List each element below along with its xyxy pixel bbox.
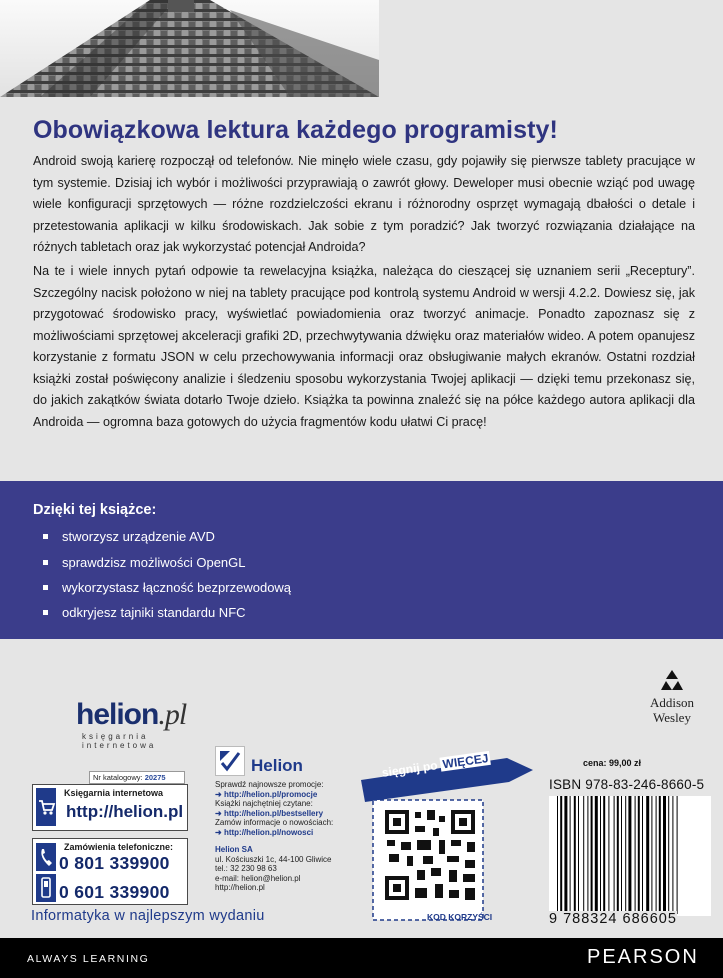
pearson-logo: PEARSON [587,946,699,968]
addison-wesley-line-1: Addison [649,695,695,710]
address-phone: tel.: 32 230 98 63 [215,864,277,873]
description-paragraph-2: Na te i wiele innych pytań odpowie ta rewelacyjna książka, należąca do cieszącej się uznaniem serii „Receptury”. Szczególny nacisk położono w niej na tablety pracujące pod kontrolą systemu Android w wersji 4.2.2. Dowiesz się, jak przygotować środowisko pracy, wyświetlać powiadomienia oraz tworzyć animacje. Ponadto zapoznasz się z możliwościami sprzętowej akceleracji grafiki 2D, przechwytywania dźwięku oraz materiałów wideo. A potem opanujesz korzystanie z formatu JSON w celu przechowywania informacji oraz obsługiwanie małych ekranów. Ostatni rozdział książki został poświęcony analizie i śledzeniu sposobu wykorzystania Twojej aplikacji — dzięki temu przekonasz się, do jakich zakątków świata dotarło Twoje dzieło. Książka ta powinna znaleźć się na półce każdego autora aplikacji dla Androida — ogromna baza gotowych do użycia fragmentów kodu ułatwi Ci pracę! [33,264,695,429]
catalog-number [89,771,185,784]
headline: Obowiązkowa lektura każdego programisty! [33,116,558,144]
phone-number-2[interactable]: 0 601 339900 [59,882,170,902]
banner-highlight: WIĘCEJ [441,751,490,772]
helion-name: Helion [251,756,303,775]
bullet-icon [43,560,48,565]
bullet-icon [43,534,48,539]
phone-icon [36,843,56,871]
isbn: ISBN 978-83-246-8660-5 [549,777,705,792]
helion-tagline-2: internetowa [82,741,157,750]
footer-bar [0,938,723,978]
publisher-address [215,845,355,893]
price: cena: 99,00 zł [583,758,642,768]
slogan: Informatyka w najlepszym wydaniu [31,908,265,924]
benefit-item [43,529,215,544]
barcode [549,796,711,916]
qr-code-block [359,752,535,934]
addison-wesley-logo [637,670,707,725]
address-street: ul. Kościuszki 1c, 44-100 Gliwice [215,854,332,864]
address-website[interactable]: http://helion.pl [215,883,265,892]
bullet-icon [43,610,48,615]
mobile-phone-icon [36,874,56,902]
news-label: Zamów informacje o nowościach: [215,818,334,827]
shop-label: Księgarnia internetowa [64,788,164,798]
phone-label: Zamówienia telefoniczne: [64,842,174,852]
promo-label: Sprawdź najnowsze promocje: [215,780,324,789]
shop-url[interactable]: http://helion.pl [66,802,184,821]
pyramid-photo [0,0,379,97]
catalog-label: Nr katalogowy: [93,773,143,782]
address-company: Helion SA [215,845,253,854]
benefit-text: wykorzystasz łączność bezprzewodową [62,580,292,595]
helion-pl-logo [76,698,201,750]
benefit-item [43,605,246,620]
benefit-item [43,580,291,595]
bestsellers-link[interactable]: ➜ http://helion.pl/bestsellery [215,808,324,818]
bestsellers-label: Książki najchętniej czytane: [215,799,313,808]
always-learning-text: ALWAYS LEARNING [27,953,150,965]
qr-code[interactable] [383,808,477,902]
cart-icon [36,788,56,826]
bullet-icon [43,585,48,590]
banner-text: sięgnij po [381,758,439,780]
promo-link[interactable]: ➜ http://helion.pl/promocje [215,789,318,799]
addison-wesley-logo-icon [661,670,683,690]
phone-number-1[interactable]: 0 801 339900 [59,853,170,873]
phone-order-box [32,838,188,905]
benefit-text: stworzysz urządzenie AVD [62,529,215,544]
addison-wesley-line-2: Wesley [653,710,691,725]
barcode-digits: 9 788324 686605 [549,911,677,927]
helion-publisher-block [215,742,355,893]
kod-korzysci-label: KOD KORZYŚCI [427,912,493,922]
catalog-value: 20275 [144,773,166,782]
benefits-band [0,481,723,639]
benefit-text: sprawdzisz możliwości OpenGL [62,555,246,570]
helion-suffix: .pl [158,698,187,731]
helion-logo-icon [215,746,245,776]
benefits-title: Dzięki tej książce: [33,502,157,518]
helion-tagline-1: księgarnia [82,732,149,741]
news-link[interactable]: ➜ http://helion.pl/nowosci [215,827,314,837]
benefit-text: odkryjesz tajniki standardu NFC [62,605,246,620]
helion-word: helion [76,698,159,731]
description-paragraph-1: Android swoją karierę rozpoczął od telefonów. Nie minęło wiele czasu, gdy pojawiły się pierwsze tablety pracujące w tym systemie. Dzisiaj ich wybór i możliwości przyprawiają o zawrót głowy. Deweloper musi obecnie wziąć pod uwagę wiele konfiguracji sprzętowych — różne rozdzielczości ekranu i różnorodny osprzęt wymagają dbałości o detale i przetestowania aplikacji w kilku środowiskach. Jak sobie z tym poradzić? Jak tworzyć rozwiązania działające na różnych tabletach oraz jak wykorzystać potencjał Androida? [33,154,695,254]
online-shop-box[interactable] [32,784,188,831]
benefit-item [43,555,246,570]
address-email[interactable]: e-mail: helion@helion.pl [215,873,301,883]
